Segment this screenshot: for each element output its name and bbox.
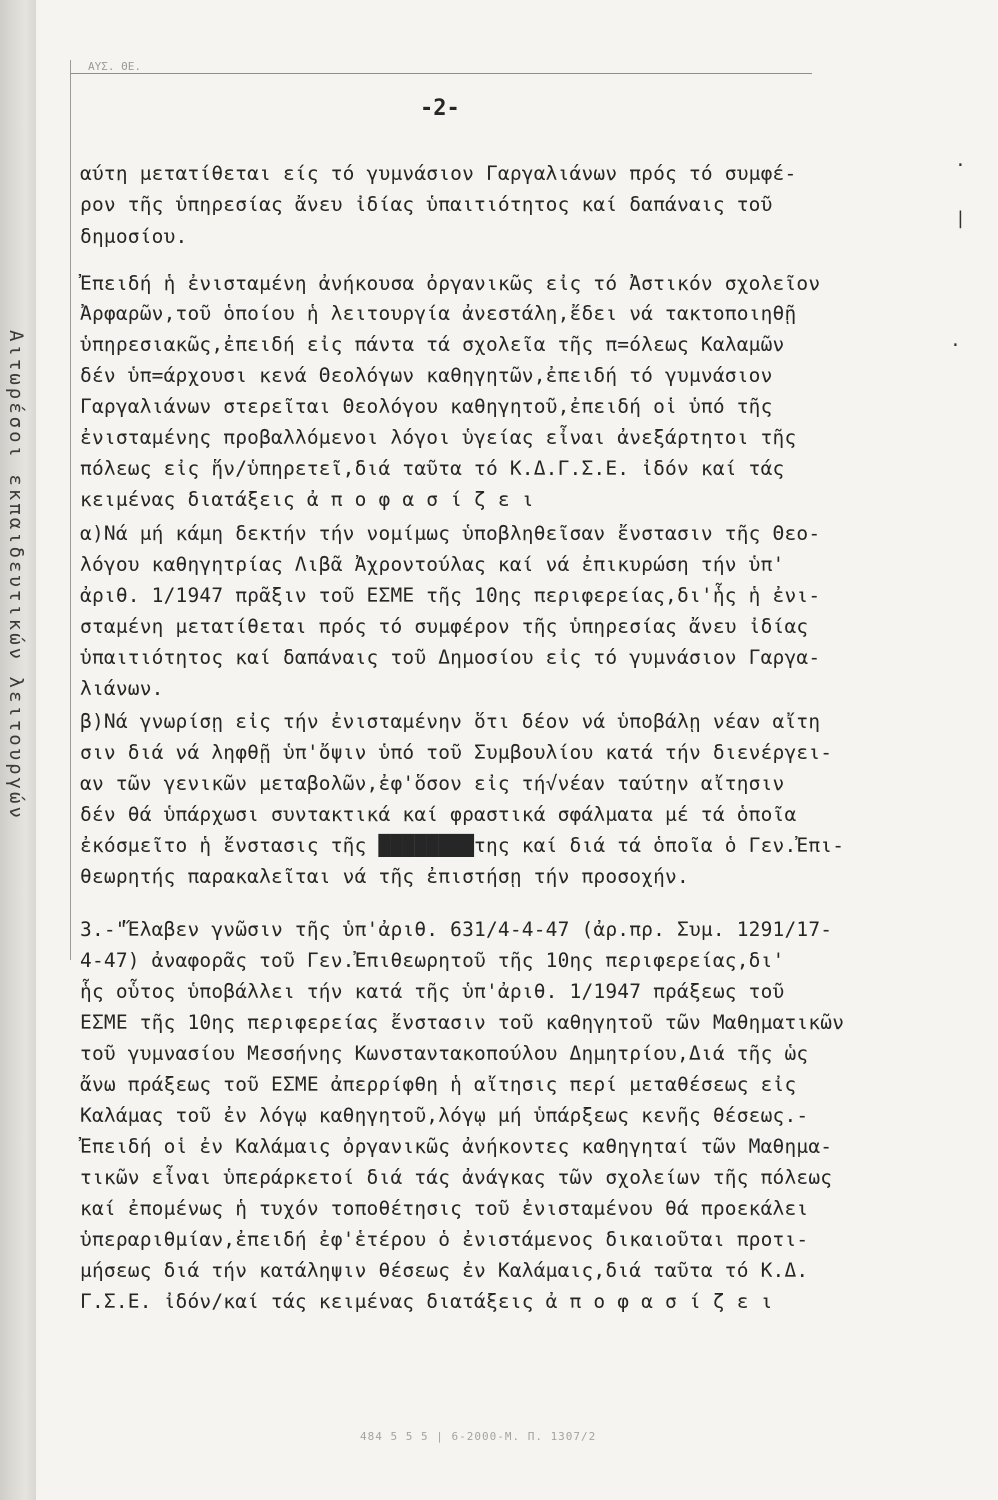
margin-mark: . [950,330,961,351]
text-line: τοῦ γυμνασίου Μεσσήνης Κωνσταντακοπούλου Δημητρίου,Διά τῆς ὡς [80,1042,809,1065]
text-line: σταμένη μετατίθεται πρός τό συμφέρον τῆς ὑπηρεσίας ἄνευ ἰδίας [80,615,809,638]
left-margin-line [70,60,71,960]
text-line: λόγου καθηγητρίας Λιβᾶ Ἀχροντούλας καί νά ἐπικυρώση τήν ὑπ' [80,553,785,576]
top-rule-line [70,73,812,74]
text-line: Ἀρφαρῶν,τοῦ ὁποίου ἡ λειτουργία ἀνεστάλη,ἔδει νά τακτοποιηθῇ [80,302,797,325]
book-binding-edge [0,0,37,1500]
text-line: ἄνω πράξεως τοῦ ΕΣΜΕ ἀπερρίφθη ἡ αἴτησις περί μεταθέσεως εἰς [80,1073,797,1096]
text-line: ὑπηρεσιακῶς,ἐπειδή εἰς πάντα τά σχολεῖα τῆς π=όλεως Καλαμῶν [80,333,785,356]
text-line: αν τῶν γενικῶν μεταβολῶν,ἐφ'ὅσον εἰς τή√νέαν ταύτην αἴτησιν [80,772,785,795]
text-line: Γαργαλιάνων στερεῖται Θεολόγου καθηγητοῦ,ἐπειδή οἱ ὑπό τῆς [80,395,773,418]
text-line: ὑπαιτιότητος καί δαπάναις τοῦ Δημοσίου εἰς τό γυμνάσιον Γαργα- [80,646,821,669]
text-line: δέν θά ὑπάρχωσι συντακτικά καί φραστικά σφάλματα μέ τά ὁποῖα [80,803,797,826]
text-line: β)Νά γνωρίσῃ εἰς τήν ἐνισταμένην ὅτι δέον νά ὑποβάλῃ νέαν αἴτη [80,710,821,733]
text-line: τικῶν εἶναι ὑπεράρκετοί διά τάς ἀνάγκας τῶν σχολείων τῆς πόλεως [80,1166,833,1189]
text-line: σιν διά νά ληφθῇ ὑπ'ὄψιν ὑπό τοῦ Συμβουλίου κατά τήν διενέργει- [80,741,833,764]
text-line: α)Νά μή κάμη δεκτήν τήν νομίμως ὑποβληθεῖσαν ἔνστασιν τῆς Θεο- [80,522,821,545]
text-line: ἐνισταμένης προβαλλόμενοι λόγοι ὑγείας εἶναι ἀνεξάρτητοι τῆς [80,426,797,449]
text-line: ρον τῆς ὑπηρεσίας ἄνευ ἰδίας ὑπαιτιότητος καί δαπάναις τοῦ [80,193,773,216]
text-line: ὑπεραριθμίαν,ἐπειδή ἐφ'ἑτέρου ὁ ἐνιστάμενος δικαιοῦται προτι- [80,1228,809,1251]
text-line: λιάνων. [80,677,164,700]
text-line: Ἐπειδή οἱ ἐν Καλάμαις ὀργανικῶς ἀνήκοντες καθηγηταί τῶν Μαθημα- [80,1135,833,1158]
margin-mark: | [955,208,966,229]
text-line: κειμένας διατάξεις ἀ π ο φ α σ ί ζ ε ι [80,488,534,511]
text-line: ΕΣΜΕ τῆς 10ης περιφερείας ἔνστασιν τοῦ καθηγητοῦ τῶν Μαθηματικῶν [80,1011,845,1034]
text-line: αύτη μετατίθεται είς τό γυμνάσιον Γαργαλιάνων πρός τό συμφέ- [80,162,797,185]
text-line: δέν ὑπ=άρχουσι κενά Θεολόγων καθηγητῶν,ἐπειδή τό γυμνάσιον [80,364,773,387]
text-line: 3.-"Ἔλαβεν γνῶσιν τῆς ὑπ'ἀριθ. 631/4-4-47 (ἀρ.πρ. Συμ. 1291/17- [80,918,833,941]
text-line: μήσεως διά τήν κατάληψιν θέσεως ἐν Καλάμαις,διά ταῦτα τό Κ.Δ. [80,1259,809,1282]
margin-mark: . [955,150,966,171]
text-line: ἐκόσμεῖτο ἡ ἔνστασις τῆς ████████της καί διά τά ὁποῖα ὁ Γεν.Ἐπι- [80,834,845,857]
binding-spine-text: Αιτωρέσοι εκπαιδευτικών λειτουργών [5,330,27,821]
text-line: δημοσίου. [80,225,188,248]
text-line: Ἐπειδή ἡ ἐνισταμένη ἀνήκουσα ὀργανικῶς εἰς τό Ἀστικόν σχολεῖον [80,272,821,295]
text-line: 4-47) ἀναφορᾶς τοῦ Γεν.Ἐπιθεωρητοῦ τῆς 10ης περιφερείας,δι' [80,949,785,972]
text-line: θεωρητής παρακαλεῖται νά τῆς ἐπιστήσῃ τήν προσοχήν. [80,865,689,888]
page-number: -2- [420,96,460,121]
text-line: Γ.Σ.Ε. ἰδόν/καί τάς κειμένας διατάξεις ἀ π ο φ α σ ί ζ ε ι [80,1290,773,1313]
text-line: ἧς οὗτος ὑποβάλλει τήν κατά τῆς ὑπ'ἀριθ. 1/1947 πράξεως τοῦ [80,980,785,1003]
text-line: ἀριθ. 1/1947 πρᾶξιν τοῦ ΕΣΜΕ τῆς 10ης περιφερείας,δι'ἧς ἡ ἐνι- [80,584,821,607]
text-line: πόλεως εἰς ἥν/ὑπηρετεῖ,διά ταῦτα τό Κ.Δ.Γ.Σ.Ε. ἰδόν καί τάς [80,457,785,480]
footer-print-mark: 484 5 5 5 | 6-2000-Μ. Π. 1307/2 [360,1430,597,1443]
text-line: Καλάμας τοῦ ἐν λόγῳ καθηγητοῦ,λόγῳ μή ὑπάρξεως κενῆς θέσεως.- [80,1104,809,1127]
corner-mark: ΑΥΣ. ΘΕ. [88,60,141,73]
text-line: καί ἐπομένως ἡ τυχόν τοποθέτησις τοῦ ἐνισταμένου θά προεκάλει [80,1197,809,1220]
